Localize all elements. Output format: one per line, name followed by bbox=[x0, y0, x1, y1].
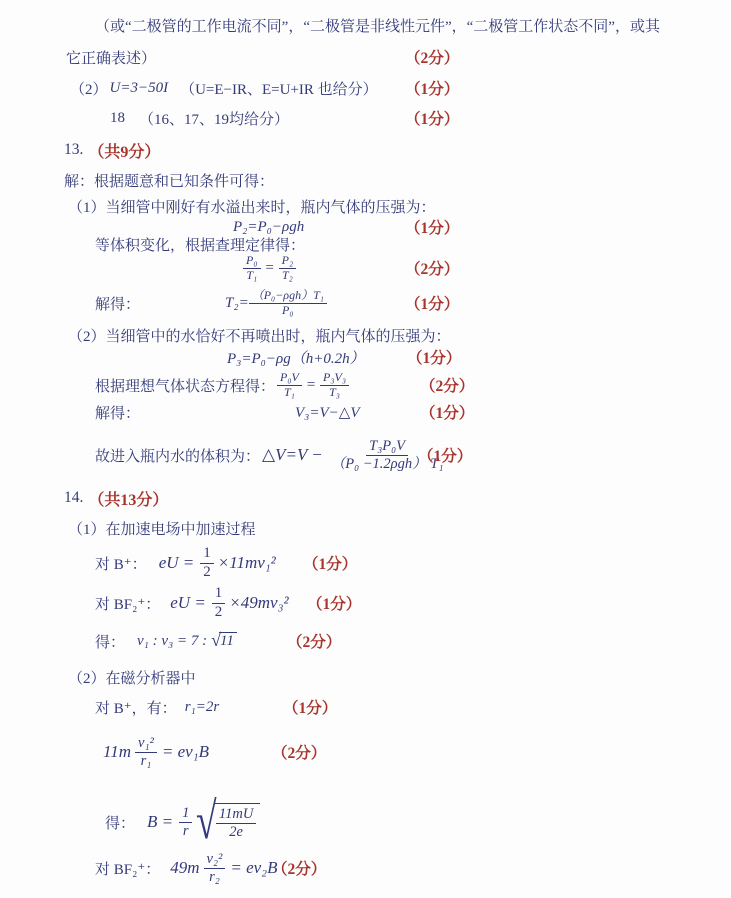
solution-intro-text: 解：根据题意和已知条件可得： bbox=[64, 173, 275, 190]
q13-heading bbox=[0, 138, 731, 162]
sqrt-expression bbox=[192, 793, 260, 850]
q13-pressure3-line bbox=[0, 346, 731, 368]
q13-solution-intro bbox=[0, 168, 731, 192]
ideal-gas-text: 根据理想气体状态方程得： bbox=[95, 378, 276, 395]
score-badge: （1分） bbox=[418, 448, 473, 465]
fraction-bfield bbox=[179, 805, 192, 839]
q13-part1-line bbox=[0, 195, 731, 217]
fraction-charles-lhs bbox=[243, 254, 261, 283]
fraction-half bbox=[212, 585, 226, 621]
formula-bfield-lhs: B = bbox=[147, 812, 174, 831]
score-badge: （1分） bbox=[307, 596, 362, 613]
charles-law-text: 等体积变化，根据查理定律得： bbox=[95, 237, 306, 254]
q12-part2-line bbox=[0, 76, 731, 100]
q14-r1-line bbox=[0, 695, 731, 719]
score-badge: （1分） bbox=[405, 220, 460, 237]
fraction-denominator: T₁ bbox=[284, 384, 295, 399]
formula-eu-lhs: eU = bbox=[158, 553, 195, 572]
fraction-numerator: P₀V bbox=[277, 371, 302, 386]
q14-b-accel-line bbox=[0, 541, 731, 585]
formula-circ2-rhs: = ev₂B bbox=[230, 858, 278, 877]
part2-text: （2）在磁分析器中 bbox=[68, 670, 196, 687]
ion-label: 对 BF₂⁺： bbox=[95, 596, 161, 613]
score-badge: （1分） bbox=[405, 111, 460, 128]
fraction-numerator: 11mU bbox=[216, 806, 256, 824]
ion-label: 对 BF₂⁺： bbox=[95, 861, 161, 878]
alt-answer-text-2: 它正确表述） bbox=[66, 50, 157, 67]
formula-circ1-rhs: = ev₁B bbox=[161, 742, 209, 761]
fraction-denominator: T₁ bbox=[246, 267, 258, 282]
fraction-half bbox=[200, 545, 214, 581]
fraction-circ1 bbox=[135, 735, 157, 769]
radical-sign: √ bbox=[211, 630, 222, 650]
q13-part2-line bbox=[0, 323, 731, 347]
part1-text: （1）在加速电场中加速过程 bbox=[68, 521, 256, 538]
score-badge: （1分） bbox=[407, 350, 462, 367]
q14-ratio-line bbox=[0, 627, 731, 655]
score-badge: （2分） bbox=[272, 861, 327, 878]
ion-label: 对 B⁺，有： bbox=[95, 700, 177, 717]
fraction-numerator: P₂ bbox=[279, 254, 297, 269]
alt-answer-line-1 bbox=[0, 13, 731, 37]
formula-t2-lhs: T₂= bbox=[225, 294, 249, 311]
part-label: （2） bbox=[70, 81, 108, 98]
question-number: 13. bbox=[64, 141, 84, 158]
q14-circular2-line bbox=[0, 842, 731, 894]
formula-circ1-lhs: 11m bbox=[103, 742, 132, 761]
part1-text: （1）当细管中刚好有水溢出来时，瓶内气体的压强为： bbox=[68, 199, 436, 216]
score-badge: （1分） bbox=[303, 556, 358, 573]
fraction-numerator: 1 bbox=[179, 805, 192, 823]
formula-r1: r₁=2r bbox=[184, 698, 220, 715]
formula-eu-rhs: ×49mv₃² bbox=[229, 593, 289, 612]
result-label: 得： bbox=[105, 815, 136, 832]
grading-note: （16、17、19均给分） bbox=[139, 111, 290, 128]
radicand-value: 11 bbox=[219, 632, 237, 650]
q14-part2-line bbox=[0, 665, 731, 689]
q14-heading bbox=[0, 486, 731, 510]
fraction-ideal-rhs bbox=[320, 371, 349, 400]
answer-value: 18 bbox=[110, 109, 125, 126]
q13-ideal-gas-line bbox=[0, 368, 731, 402]
fraction-denominator: r₂ bbox=[209, 868, 220, 885]
fraction-t2 bbox=[249, 289, 327, 318]
score-badge: （1分） bbox=[405, 296, 460, 313]
fraction-numerator: 1 bbox=[200, 545, 214, 563]
fraction-numerator: （P₀−ρgh）T₁ bbox=[249, 289, 327, 304]
score-badge: （1分） bbox=[283, 700, 338, 717]
fraction-ideal-lhs bbox=[277, 371, 302, 400]
equals-sign: = bbox=[264, 259, 275, 276]
sqrt-expression bbox=[211, 632, 237, 650]
fraction-denominator: T₂ bbox=[281, 267, 293, 282]
fraction-charles-rhs bbox=[279, 254, 297, 283]
fraction-denominator: 2e bbox=[229, 824, 243, 840]
q13-charles-formula-line bbox=[0, 251, 731, 285]
fraction-circ2 bbox=[204, 851, 226, 885]
score-badge: （2分） bbox=[420, 378, 475, 395]
score-badge: （1分） bbox=[405, 81, 460, 98]
fraction-denominator: （P₀ −1.2ρgh） T₁ bbox=[330, 455, 444, 472]
volume-text: 故进入瓶内水的体积为： bbox=[95, 448, 261, 465]
fraction-denominator: 2 bbox=[203, 563, 211, 580]
formula-u: U=3−50I bbox=[109, 79, 169, 96]
formula-eu-rhs: ×11mv₁² bbox=[217, 553, 276, 572]
total-score-badge: （共13分） bbox=[88, 491, 169, 509]
solve-label: 解得： bbox=[95, 296, 141, 313]
fraction-bfield-sqrt bbox=[216, 806, 256, 840]
formula-eu-lhs: eU = bbox=[170, 593, 206, 612]
q14-part1-line bbox=[0, 516, 731, 540]
formula-circ2-lhs: 49m bbox=[170, 858, 200, 877]
score-badge: （2分） bbox=[405, 50, 460, 67]
fraction-numerator: T₃P₀V bbox=[366, 438, 408, 456]
alt-answer-line-2 bbox=[0, 45, 731, 69]
score-badge: （2分） bbox=[287, 634, 342, 651]
fraction-numerator: 1 bbox=[212, 585, 226, 603]
total-score-badge: （共9分） bbox=[88, 143, 161, 161]
fraction-numerator: v₂² bbox=[204, 851, 226, 869]
q13-t2-line bbox=[0, 286, 731, 320]
fraction-denominator: T₃ bbox=[329, 384, 340, 399]
ion-label: 对 B⁺： bbox=[95, 556, 147, 573]
radical-sign: √ bbox=[196, 793, 217, 850]
score-badge: （2分） bbox=[405, 261, 460, 278]
part2-text: （2）当细管中的水恰好不再喷出时，瓶内气体的压强为： bbox=[68, 328, 451, 345]
q18-answer-line bbox=[0, 106, 731, 130]
fraction-numerator: v₁² bbox=[135, 735, 157, 753]
fraction-numerator: P₃V₃ bbox=[320, 371, 349, 386]
score-badge: （2分） bbox=[272, 745, 327, 762]
formula-ratio: v₁ : v₃ = 7 : bbox=[137, 632, 208, 649]
solve-label: 解得： bbox=[95, 405, 141, 422]
score-badge: （1分） bbox=[420, 405, 475, 422]
fraction-denominator: r bbox=[182, 822, 189, 839]
formula-v3: V₃=V−△V bbox=[295, 404, 360, 421]
fraction-denominator: P₀ bbox=[282, 302, 294, 317]
q13-volume-line bbox=[0, 430, 731, 480]
formula-p2: P₂=P₀−ρgh bbox=[233, 218, 305, 235]
q14-circular1-line bbox=[0, 726, 731, 778]
formula-dv-lhs: △V=V − bbox=[262, 445, 323, 464]
fraction-denominator: r₁ bbox=[140, 752, 152, 769]
result-label: 得： bbox=[95, 634, 126, 651]
fraction-denominator: 2 bbox=[214, 603, 223, 620]
question-number: 14. bbox=[64, 489, 84, 506]
formula-p3: P₃=P₀−ρg（h+0.2h） bbox=[227, 350, 365, 367]
q13-v3-line bbox=[0, 400, 731, 424]
q14-bfield-line bbox=[0, 793, 731, 850]
alt-answer-text-1: （或“二极管的工作电流不同”，“二极管是非线性元件”，“二极管工作状态不同”，或其 bbox=[95, 18, 660, 35]
radicand-value bbox=[214, 803, 260, 840]
grading-note: （U=E−IR、E=U+IR 也给分） bbox=[180, 81, 378, 98]
equals-sign: = bbox=[305, 376, 316, 393]
fraction-numerator: P₀ bbox=[243, 254, 261, 269]
q14-bf2-accel-line bbox=[0, 581, 731, 625]
